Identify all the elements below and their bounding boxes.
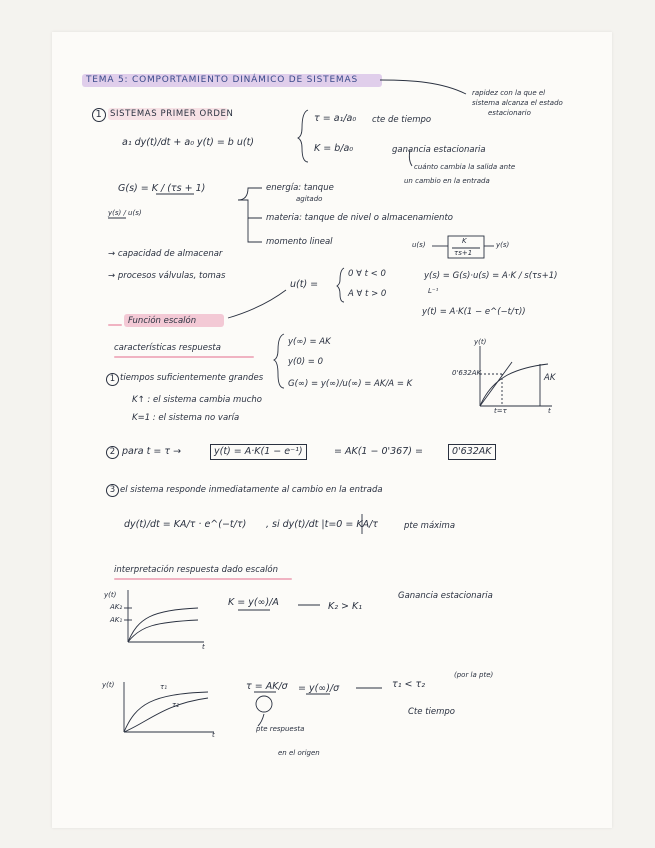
graph1-curve-k2 (128, 608, 198, 642)
sigma-note-2: en el origen (278, 749, 320, 757)
point-1-b: K=1 : el sistema no varía (132, 413, 240, 423)
tau-comparison: τ₁ < τ₂ (392, 679, 426, 690)
gain-description: Ganancia estacionaria (398, 591, 493, 601)
graph2-t-label: t (212, 731, 215, 739)
point-3-text: el sistema responde inmediatamente al cambio en la entrada (120, 485, 383, 495)
ode-equation: a₁ dy(t)/dt + a₀ y(t) = b u(t) (122, 137, 255, 148)
bracket-top (238, 188, 262, 200)
tau-note-2: sistema alcanza el estado (472, 99, 563, 107)
block-output: y(s) (496, 241, 510, 249)
gain-equation: K = y(∞)/A (228, 597, 279, 608)
graph-level-1: 0'632AK (452, 369, 482, 377)
bracket-mid (238, 200, 262, 218)
tau-equation-b: = y(∞)/σ (298, 683, 340, 694)
graph2-tau1: τ₁ (160, 683, 168, 691)
graph-response-curve (480, 364, 548, 406)
inverse-laplace: L⁻¹ (428, 287, 439, 295)
graph-tangent (480, 362, 512, 406)
k-note-1: cuánto cambia la salida ante (414, 163, 516, 171)
point-3-equation: dy(t)/dt = KA/τ · e^(−t/τ) (124, 519, 247, 530)
graph1-y-label: y(t) (104, 591, 117, 599)
graph-y-label: y(t) (474, 338, 487, 346)
step-u-def-2: A ∀ t > 0 (348, 289, 387, 299)
point-3-result: pte máxima (404, 521, 456, 531)
tau-description: cte de tiempo (372, 115, 432, 125)
point-2-number: 2 (106, 446, 119, 459)
sigma-circle (256, 696, 272, 712)
characteristics-label: características respuesta (114, 343, 221, 353)
sigma-note-1: pte respuesta (256, 725, 305, 733)
note-capacity: → capacidad de almacenar (108, 249, 223, 259)
brace-characteristics (274, 334, 284, 388)
tau-description-2: Cte tiempo (408, 707, 455, 717)
point-2-middle: = AK(1 − 0'367) = (334, 446, 423, 457)
ys-equation: y(s) = G(s)·u(s) = A·K / s(τs+1) (424, 271, 558, 281)
section-1-heading: SISTEMAS PRIMER ORDEN (110, 109, 234, 119)
tau-note: (por la pte) (454, 671, 494, 679)
block-gain: K (462, 237, 467, 245)
example-momentum: momento lineal (266, 237, 333, 247)
graph1-t-label: t (202, 643, 205, 651)
yt-equation: y(t) = A·K(1 − e^(−t/τ)) (422, 307, 526, 317)
k-definition: K = b/a₀ (314, 143, 354, 154)
block-input: u(s) (412, 241, 426, 249)
example-energy: energía: tanque (266, 183, 334, 193)
note-processes: → procesos válvulas, tomas (108, 271, 226, 281)
point-2-text: para t = τ → (122, 446, 182, 457)
point-2-boxed: y(t) = A·K(1 − e⁻¹) (210, 444, 307, 460)
brace-step (337, 268, 344, 302)
char-c1: y(∞) = AK (288, 337, 331, 347)
handwritten-drawings (52, 32, 612, 828)
graph1-k2: AK₂ (110, 603, 123, 611)
graph-tau-label: t=τ (494, 407, 507, 415)
tau-note-1: rapidez con la que el (472, 89, 546, 97)
interpretation-label: interpretación respuesta dado escalón (114, 565, 279, 575)
point-2-result: 0'632AK (448, 444, 496, 460)
sigma-arrow (258, 714, 264, 726)
example-mass: materia: tanque de nivel o almacenamiento (266, 213, 453, 223)
graph-level-2: AK (544, 373, 556, 383)
k-note-2: un cambio en la entrada (404, 177, 490, 185)
bracket-bottom (248, 218, 262, 242)
char-c2: y(0) = 0 (288, 357, 324, 367)
arrow-title-note (380, 80, 466, 94)
graph2-y-label: y(t) (102, 681, 115, 689)
char-c3: G(∞) = y(∞)/u(∞) = AK/A = K (288, 379, 413, 389)
transfer-function-sub: y(s) / u(s) (108, 209, 142, 217)
step-label: Función escalón (128, 316, 197, 326)
gain-comparison: K₂ > K₁ (328, 601, 363, 612)
brace-tau-k (298, 110, 308, 162)
tau-equation: τ = AK/σ (246, 681, 288, 692)
point-1-a: K↑ : el sistema cambia mucho (132, 395, 262, 405)
arrow-k-note (409, 150, 412, 166)
tau-definition: τ = a₁/a₀ (314, 113, 357, 124)
point-1-number: 1 (106, 373, 119, 386)
block-box (448, 236, 484, 258)
point-1-text: tiempos suficientemente grandes (120, 373, 264, 383)
graph1-curve-k1 (128, 620, 198, 642)
block-denominator: τs+1 (454, 249, 473, 257)
transfer-function: G(s) = K / (τs + 1) (118, 183, 206, 194)
arrow-step (228, 290, 286, 318)
section-1-number: 1 (92, 108, 106, 122)
step-u-def-1: 0 ∀ t < 0 (348, 269, 386, 279)
notebook-page (52, 32, 612, 828)
example-energy-b: agitado (296, 195, 323, 203)
graph-t-label: t (548, 407, 551, 415)
graph2-tau2: τ₂ (172, 701, 180, 709)
k-description: ganancia estacionaria (392, 145, 486, 155)
step-u: u(t) = (290, 279, 319, 290)
tau-note-3: estacionario (488, 109, 531, 117)
point-3-number: 3 (106, 484, 119, 497)
graph2-curve-tau2 (124, 698, 208, 732)
point-3-equation-2: , si dy(t)/dt |t=0 = KA/τ (266, 519, 378, 530)
graph1-k1: AK₁ (110, 616, 123, 624)
page-title: TEMA 5: COMPORTAMIENTO DINÁMICO DE SISTEMAS (86, 75, 358, 85)
